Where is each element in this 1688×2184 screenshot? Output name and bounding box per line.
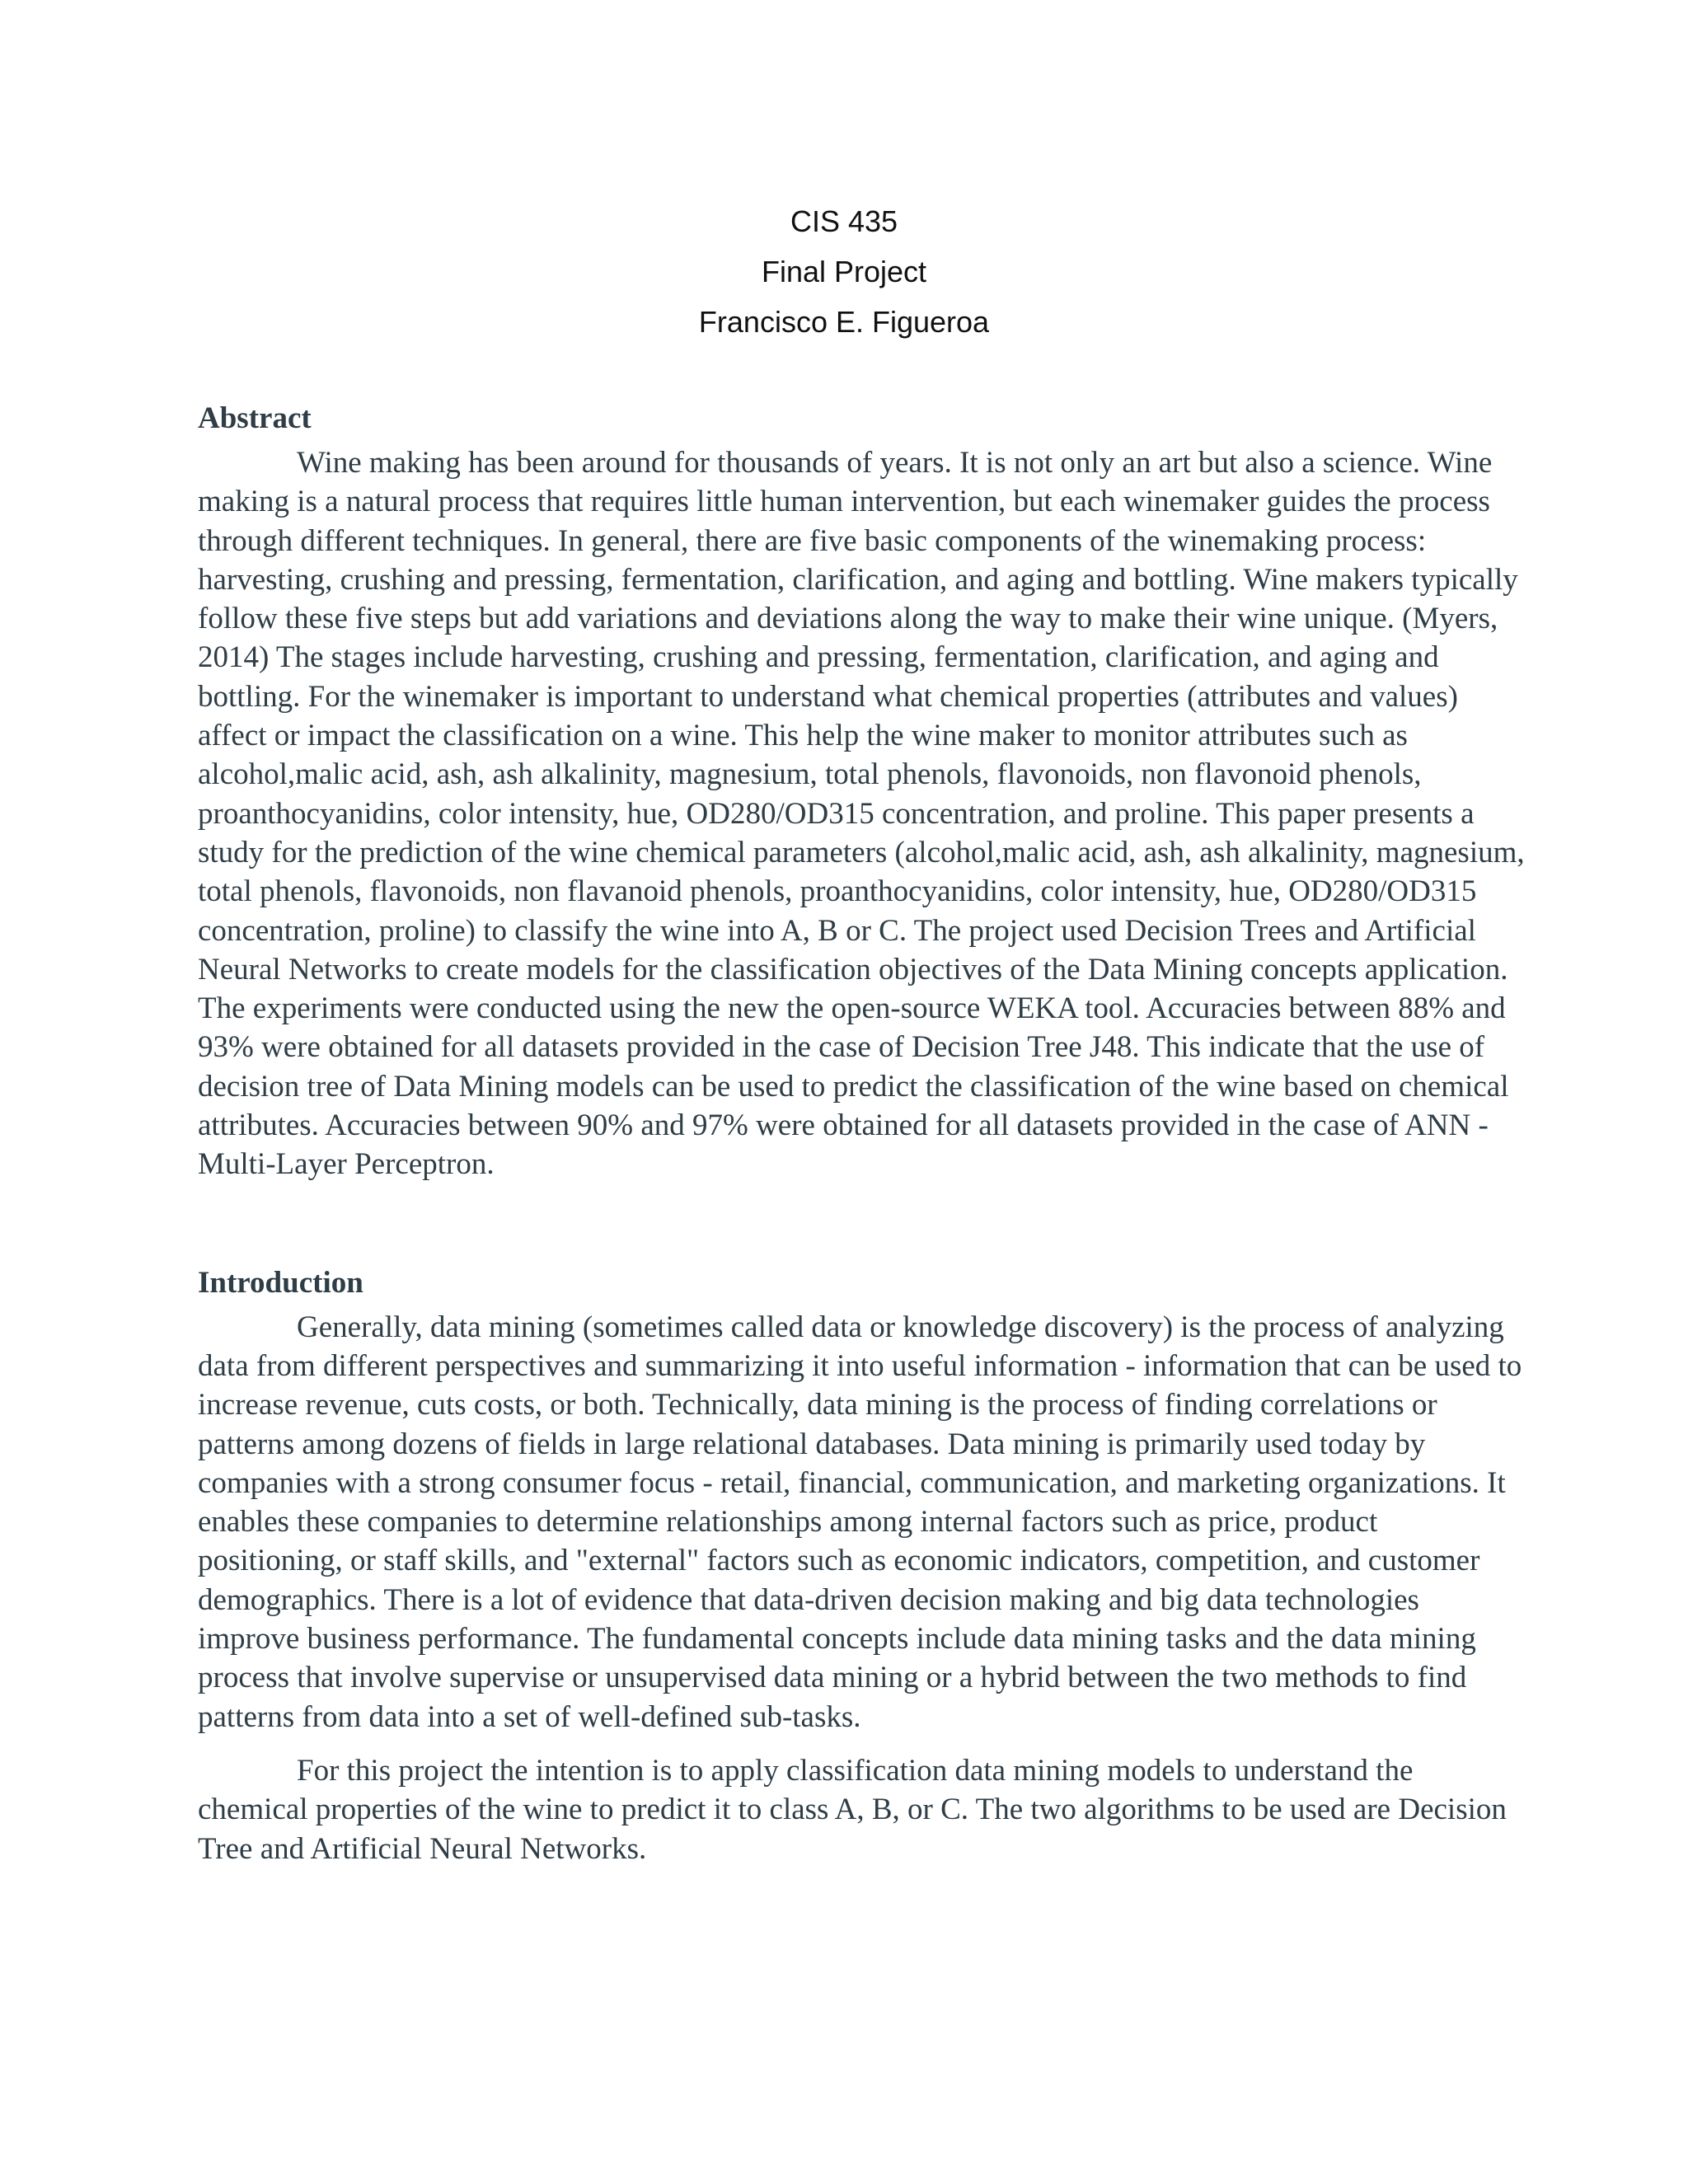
paragraph-spacer: [198, 1736, 1525, 1751]
author-name: Francisco E. Figueroa: [698, 305, 990, 339]
introduction-heading: Introduction: [198, 1265, 363, 1300]
document-title: Final Project: [761, 255, 927, 288]
introduction-paragraph-2: For this project the intention is to apply classification data mining models to understand the chemical properties of the wine to predict it to class A, B, or C. The two algorithms to be used are Decision Tree and Artificial Neural Networks.: [198, 1753, 1507, 1866]
course-code: CIS 435: [790, 204, 898, 238]
title-block: [0, 196, 1688, 347]
introduction-paragraph-1: Generally, data mining (sometimes called data or knowledge discovery) is the process of analyzing data from different perspectives and summarizing it into useful information - information that can be used to increase revenue, cuts costs, or both. Technically, data mining is the process of finding correlations or patterns among dozens of fields in large relational databases. Data mining is primarily used today by companies with a strong consumer focus - retail, financial, communication, and marketing organizations. It enables these companies to determine relationships among internal factors such as price, product positioning, or staff skills, and "external" factors such as economic indicators, competition, and customer demographics. There is a lot of evidence that data-driven decision making and big data technologies improve business performance. The fundamental concepts include data mining tasks and the data mining process that involve supervise or unsupervised data mining or a hybrid between the two methods to find patterns from data into a set of well-defined sub-tasks.: [198, 1310, 1522, 1734]
abstract-heading: Abstract: [198, 401, 312, 435]
abstract-paragraph: Wine making has been around for thousands of years. It is not only an art but also a science. Wine making is a natural process that requires little human intervention, but each winemaker guides the process through different techniques. In general, there are five basic components of the winemaking process: harvesting, crushing and pressing, fermentation, clarification, and aging and bottling. Wine makers typically follow these five steps but add variations and deviations along the way to make their wine unique. (Myers, 2014) The stages include harvesting, crushing and pressing, fermentation, clarification, and aging and bottling. For the winemaker is important to understand what chemical properties (attributes and values) affect or impact the classification on a wine. This help the wine maker to monitor attributes such as alcohol,malic acid, ash, ash alkalinity, magnesium, total phenols, flavonoids, non flavonoid phenols, proanthocyanidins, color intensity, hue, OD280/OD315 concentration, and proline. This paper presents a study for the prediction of the wine chemical parameters (alcohol,malic acid, ash, ash alkalinity, magnesium, total phenols, flavonoids, non flavanoid phenols, proanthocyanidins, color intensity, hue, OD280/OD315 concentration, proline) to classify the wine into A, B or C. The project used Decision Trees and Artificial Neural Networks to create models for the classification objectives of the Data Mining concepts application. The experiments were conducted using the new the open-source WEKA tool. Accuracies between 88% and 93% were obtained for all datasets provided in the case of Decision Tree J48. This indicate that the use of decision tree of Data Mining models can be used to predict the classification of the wine based on chemical attributes. Accuracies between 90% and 97% were obtained for all datasets provided in the case of ANN - Multi-Layer Perceptron.: [198, 446, 1525, 1182]
document-body: [198, 394, 1525, 1868]
